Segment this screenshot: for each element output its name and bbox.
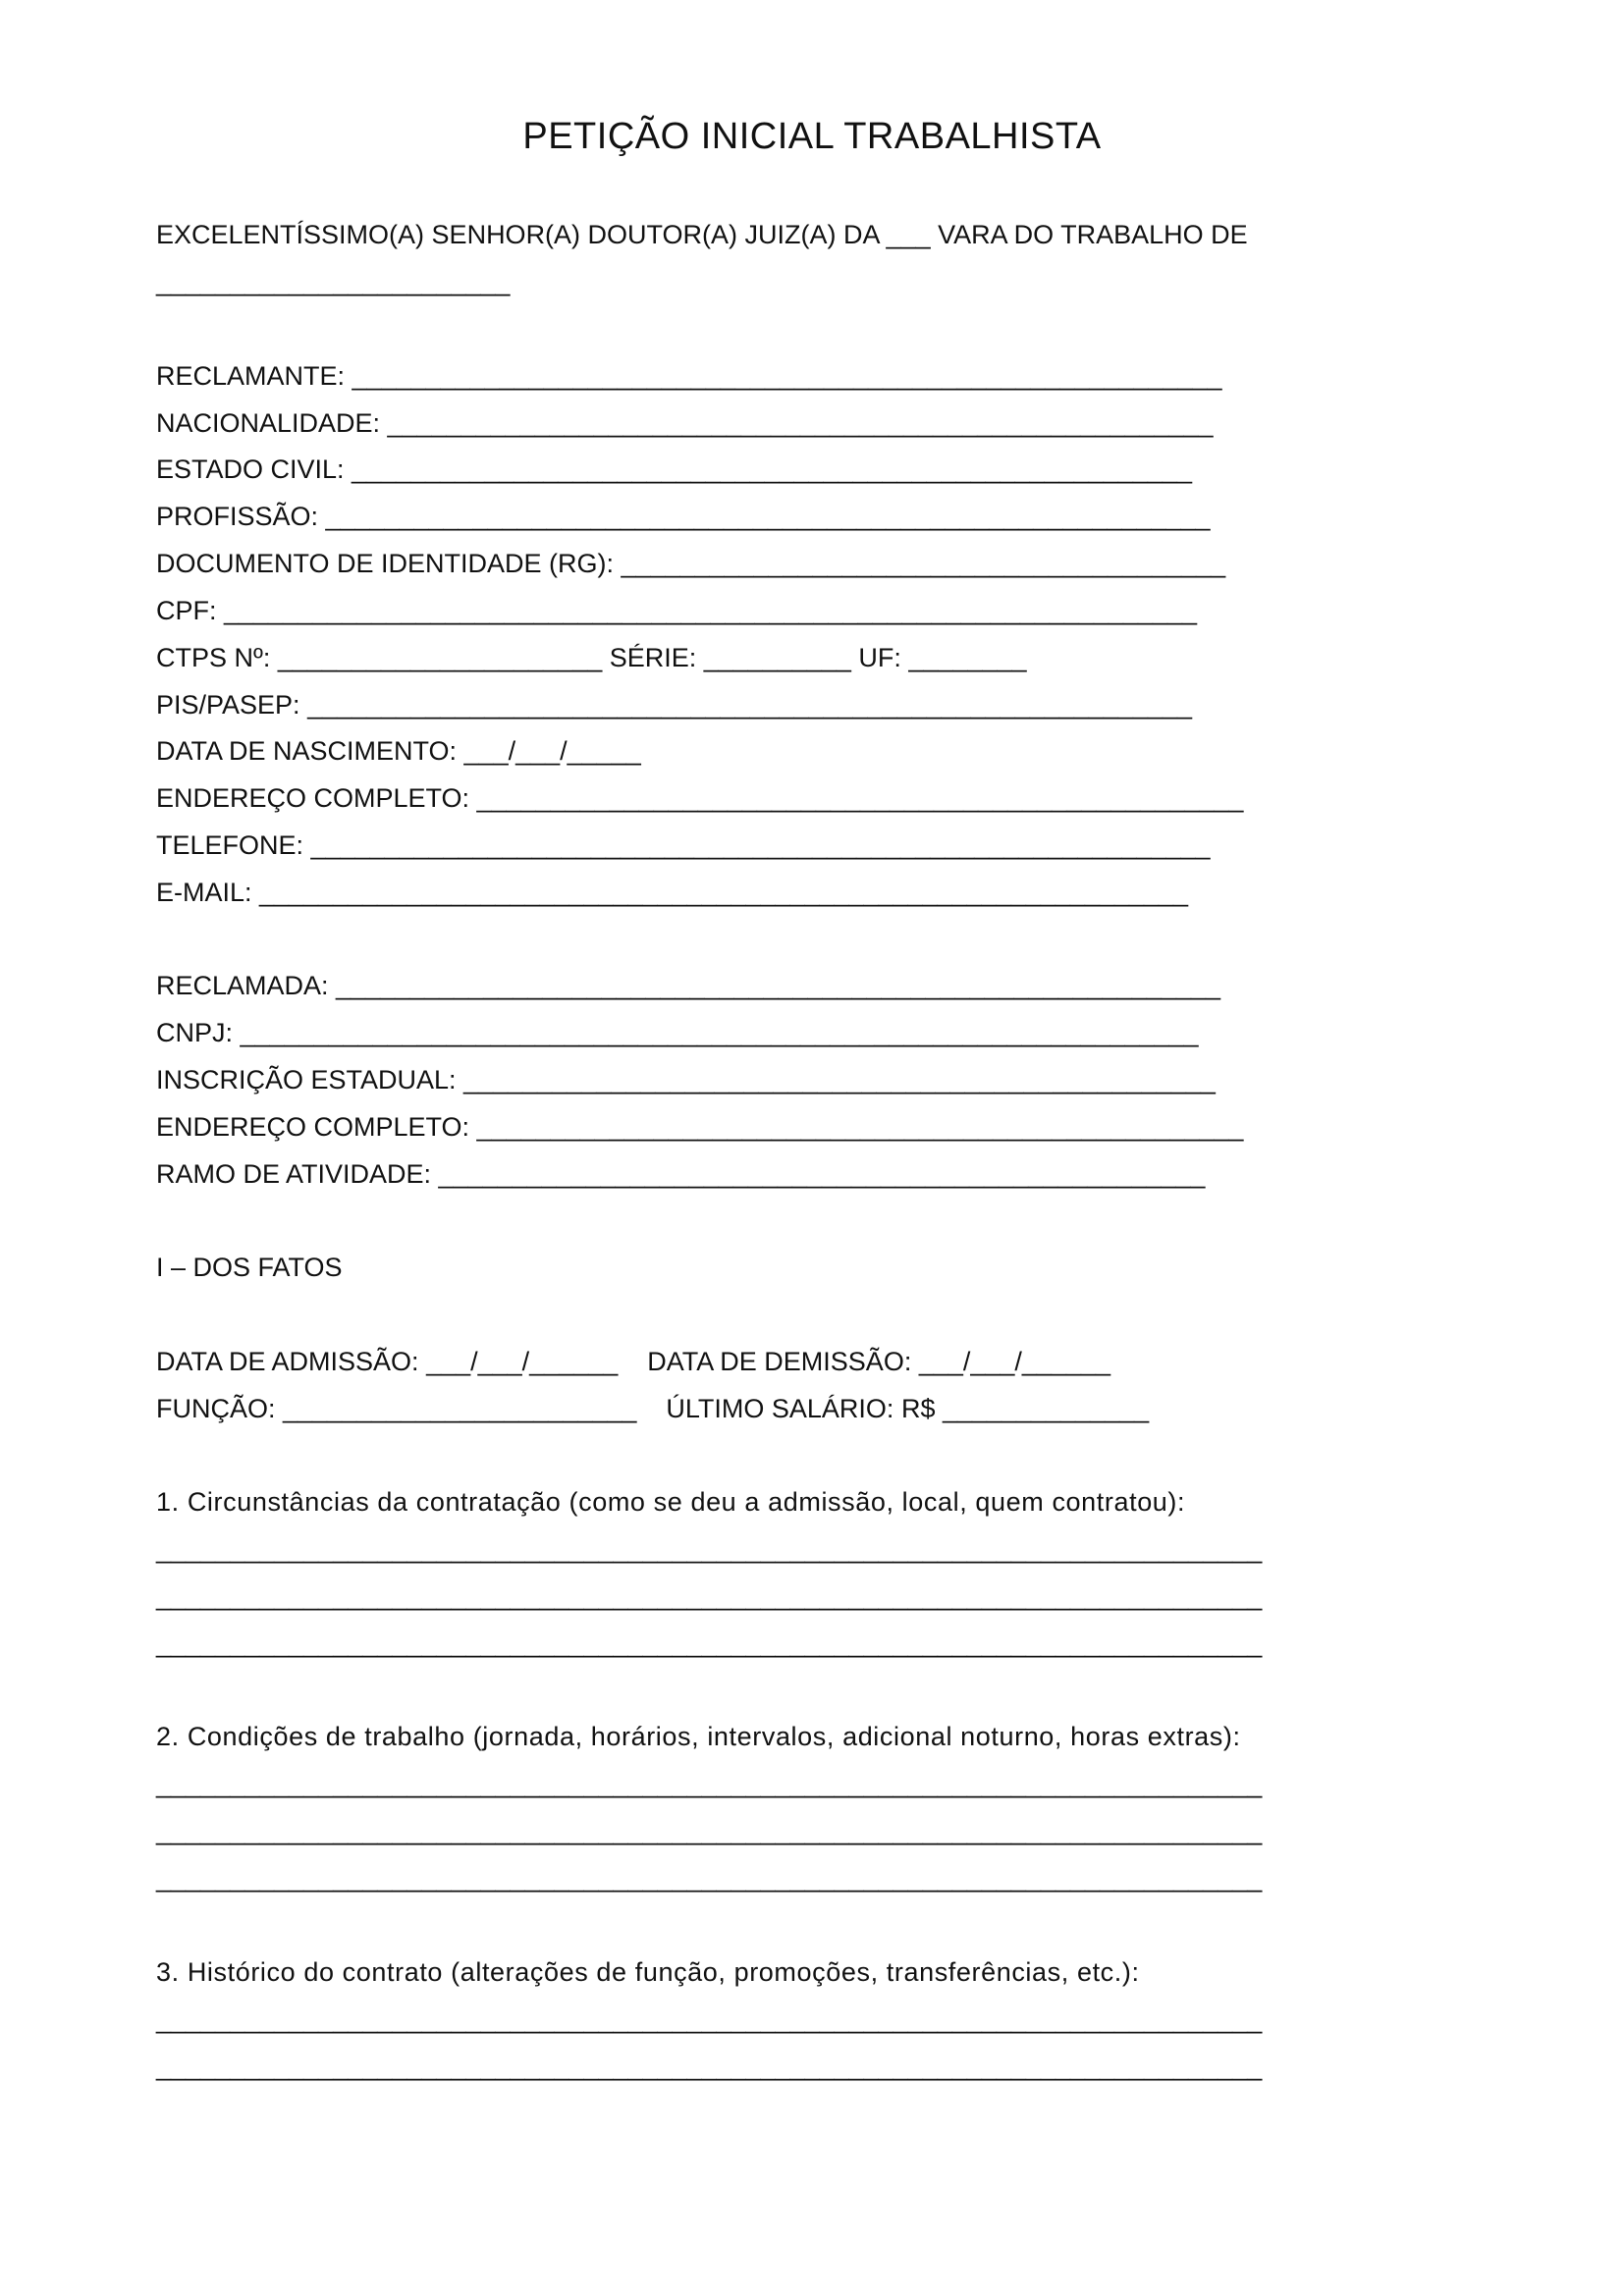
nacionalidade-field: NACIONALIDADE: ________________________________________________________ bbox=[156, 408, 1214, 438]
question-2: 2. Condições de trabalho (jornada, horários, intervalos, adicional noturno, horas extras): bbox=[156, 1722, 1241, 1751]
estado-civil-field: ESTADO CIVIL: _________________________________________________________ bbox=[156, 454, 1192, 484]
question-1: 1. Circunstâncias da contratação (como se deu a admissão, local, quem contratou): bbox=[156, 1487, 1186, 1517]
reclamante-field: RECLAMANTE: ___________________________________________________________ bbox=[156, 361, 1222, 391]
addressee-line-2: ________________________ bbox=[156, 267, 511, 296]
answer-line-1c: ___________________________________________________________________________ bbox=[156, 1629, 1263, 1658]
email-field: E-MAIL: _______________________________________________________________ bbox=[156, 878, 1189, 907]
answer-line-2b: ___________________________________________________________________________ bbox=[156, 1816, 1263, 1845]
answer-line-1a: ___________________________________________________________________________ bbox=[156, 1534, 1263, 1564]
answer-line-1b: ___________________________________________________________________________ bbox=[156, 1581, 1263, 1611]
profissao-field: PROFISSÃO: ____________________________________________________________ bbox=[156, 502, 1211, 531]
datas-admissao-demissao: DATA DE ADMISSÃO: ___/___/______ DATA DE DEMISSÃO: ___/___/______ bbox=[156, 1347, 1111, 1376]
addressee-line-1: EXCELENTÍSSIMO(A) SENHOR(A) DOUTOR(A) JUIZ(A) DA ___ VARA DO TRABALHO DE bbox=[156, 220, 1248, 249]
endereco-reclamante-field: ENDEREÇO COMPLETO: ____________________________________________________ bbox=[156, 783, 1244, 813]
cpf-field: CPF: __________________________________________________________________ bbox=[156, 596, 1198, 625]
answer-line-2c: ___________________________________________________________________________ bbox=[156, 1863, 1263, 1893]
answer-line-3a: ___________________________________________________________________________ bbox=[156, 2004, 1263, 2034]
reclamada-field: RECLAMADA: ____________________________________________________________ bbox=[156, 971, 1221, 1000]
cnpj-field: CNPJ: _________________________________________________________________ bbox=[156, 1018, 1199, 1047]
pis-pasep-field: PIS/PASEP: ____________________________________________________________ bbox=[156, 690, 1193, 720]
answer-line-3b: ___________________________________________________________________________ bbox=[156, 2052, 1263, 2081]
answer-line-2a: ___________________________________________________________________________ bbox=[156, 1769, 1263, 1798]
document-title: PETIÇÃO INICIAL TRABALHISTA bbox=[522, 116, 1102, 157]
section-heading-fatos: I – DOS FATOS bbox=[156, 1253, 343, 1282]
ramo-atividade-field: RAMO DE ATIVIDADE: ____________________________________________________ bbox=[156, 1159, 1206, 1189]
question-3: 3. Histórico do contrato (alterações de função, promoções, transferências, etc.): bbox=[156, 1957, 1140, 1987]
ctps-field: CTPS Nº: ______________________ SÉRIE: __________ UF: ________ bbox=[156, 643, 1027, 672]
telefone-field: TELEFONE: _____________________________________________________________ bbox=[156, 830, 1211, 860]
inscricao-estadual-field: INSCRIÇÃO ESTADUAL: ___________________________________________________ bbox=[156, 1065, 1216, 1095]
funcao-salario-field: FUNÇÃO: ________________________ ÚLTIMO SALÁRIO: R$ ______________ bbox=[156, 1394, 1150, 1423]
data-nascimento-field: DATA DE NASCIMENTO: ___/___/_____ bbox=[156, 736, 641, 766]
endereco-reclamada-field: ENDEREÇO COMPLETO: ____________________________________________________ bbox=[156, 1112, 1244, 1142]
rg-field: DOCUMENTO DE IDENTIDADE (RG): _________________________________________ bbox=[156, 549, 1226, 578]
